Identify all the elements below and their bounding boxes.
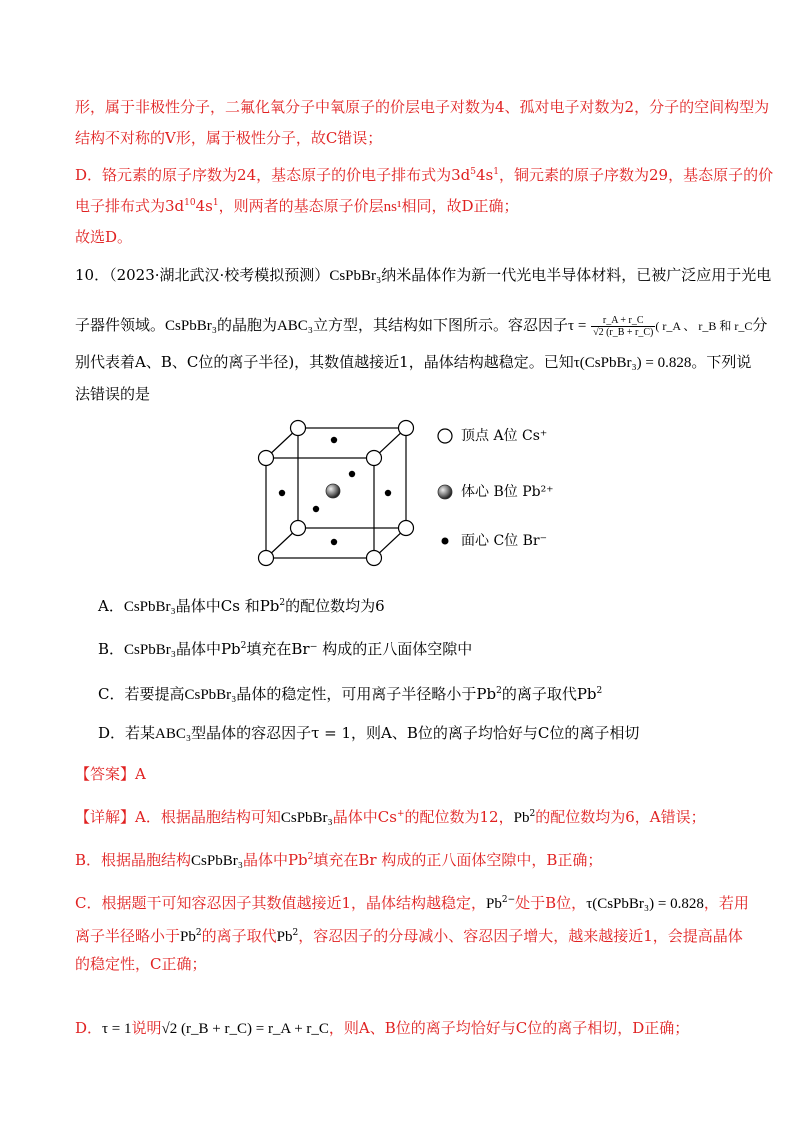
text: 晶体中Cs: [332, 808, 397, 826]
sup: 1: [212, 198, 219, 208]
text: 晶体中Pb: [175, 640, 241, 658]
tau-fraction: [591, 315, 655, 338]
br-face-atom: [331, 437, 337, 443]
text: 电子排布式为3d: [75, 197, 185, 215]
text: 的配位数均为6，A错误；: [535, 808, 706, 826]
text: 分: [752, 316, 768, 334]
text: 子器件领域。: [75, 316, 166, 334]
tau-numerator: r_A + r_C: [591, 315, 655, 327]
pb-body-center-atom: [326, 484, 340, 498]
sup: 2: [596, 686, 603, 696]
para-line-2: 结构不对称的V形，属于极性分子，故C错误；: [75, 129, 383, 147]
text: 10．（2023·湖北武汉·校考模拟预测）: [75, 266, 330, 284]
option-b: [98, 635, 472, 661]
answer-line: 【答案】A: [75, 765, 146, 783]
text: ，则A、B位的离子均恰好与C位的离子相切，D正确；: [328, 1019, 690, 1037]
text: A．根据晶胞结构可知: [135, 808, 281, 826]
filled-dot-icon: [437, 533, 453, 549]
text: 晶体中Cs 和Pb: [175, 597, 280, 615]
text: 处于B位，: [515, 894, 587, 912]
option-a: [98, 592, 385, 618]
option-label: D．若某: [98, 724, 156, 742]
tau-denominator: √2 (r_B + r_C): [593, 326, 654, 338]
legend-body-center: [437, 481, 554, 501]
sup: 1: [493, 167, 499, 177]
sup: +: [396, 809, 405, 819]
detail-label: 【详解】: [75, 808, 136, 826]
detail-line-a: [75, 803, 706, 829]
question-line-3: [75, 351, 751, 374]
option-label: A．: [98, 597, 124, 615]
text: 的离子取代Pb: [501, 685, 597, 703]
detail-line-c1: [75, 889, 749, 915]
text: 的晶胞为: [216, 316, 277, 334]
text: 的配位数均为6: [285, 597, 385, 615]
cs-vertex-atom: [399, 421, 414, 436]
sup: 2: [307, 852, 314, 862]
formula: Pb: [276, 929, 293, 945]
br-face-atom: [279, 490, 285, 496]
option-label: B．: [98, 640, 125, 658]
sup: 2: [279, 598, 286, 608]
cs-vertex-atom: [291, 521, 306, 536]
sup: 10: [184, 198, 196, 208]
text: ，若用: [703, 894, 749, 912]
text: 相同，故D正确；: [401, 197, 519, 215]
text: 说明: [131, 1019, 162, 1037]
sup: 2: [240, 641, 247, 651]
formula: τ(CsPbBr₃) = 0.828: [586, 896, 704, 912]
option-label: C．若要提高: [98, 685, 185, 703]
text: ，容忍因子的分母减小、容忍因子增大，越来越接近1，会提高晶体: [298, 927, 743, 945]
formula: CsPbBr₃: [184, 687, 237, 703]
formula: CsPbBr₃: [280, 810, 333, 826]
formula: ABC₃: [155, 726, 192, 742]
text: 离子半径略小于: [75, 927, 181, 945]
sup: 2: [496, 686, 502, 696]
text: 晶体中Pb: [242, 851, 308, 869]
br-face-atom: [331, 539, 337, 545]
formula: ABC₃: [276, 318, 314, 334]
br-face-atom: [313, 506, 319, 512]
cs-vertex-atom: [367, 551, 382, 566]
cs-vertex-atom: [259, 451, 274, 466]
option-d: [98, 722, 639, 745]
formula: ns¹: [383, 199, 402, 215]
legend-label: 顶点 A位 Cs⁺: [461, 428, 548, 444]
formula: CsPbBr₃: [124, 642, 176, 658]
sup: 2: [195, 928, 202, 938]
formula: τ(CsPbBr₃) = 0.828: [573, 355, 692, 371]
formula: Pb: [486, 896, 502, 912]
br-face-atom: [349, 471, 355, 477]
cs-vertex-atom: [259, 551, 274, 566]
text: 的配位数为12，: [404, 808, 514, 826]
cs-vertex-atom: [367, 451, 382, 466]
question-line-4: 法错误的是: [75, 385, 151, 403]
para-line-5: 故选D。: [75, 228, 133, 246]
shaded-sphere-icon: [437, 484, 453, 500]
sup: 5: [470, 167, 476, 177]
text: 的离子取代: [201, 927, 277, 945]
formula: CsPbBr₃: [191, 853, 243, 869]
text: 填充在Br⁻ 构成的正八面体空隙中: [246, 640, 473, 658]
cs-vertex-atom: [399, 521, 414, 536]
text: 立方型，其结构如下图所示。容忍因子: [313, 316, 569, 334]
formula: √2 (r_B + r_C) = r_A + r_C: [161, 1021, 329, 1037]
text: C．根据题干可知容忍因子其数值越接近1，晶体结构越稳定，: [75, 894, 487, 912]
text: 型晶体的容忍因子τ = 1，则A、B位的离子均恰好与C位的离子相切: [191, 724, 640, 742]
question-line-1: [75, 264, 771, 287]
legend-face-center: [437, 530, 547, 550]
crystal-cell-diagram: [240, 410, 430, 575]
para-line-4: 电子排布式为$3d^{10}4s^1$，则两者的基态原子价层ns¹相同，故D正确；: [75, 197, 519, 215]
text: D．: [75, 1019, 103, 1037]
br-face-atom: [385, 490, 391, 496]
text: ，则两者的基态原子价层: [218, 197, 384, 215]
sup: 2: [292, 928, 299, 938]
sup: 2: [529, 809, 536, 819]
legend-label: 面心 C位 Br⁻: [461, 533, 547, 549]
text: ，铜元素的原子序数为29，基态原子的价: [498, 166, 774, 184]
formula: τ = 1: [102, 1021, 132, 1037]
formula: CsPbBr₃: [123, 599, 176, 615]
option-c: [98, 680, 602, 706]
formula: Pb: [180, 929, 196, 945]
detail-line-b: [75, 846, 602, 872]
para-line-3: D．铬元素的原子序数为24，基态原子的价电子排布式为$3d^54s^1$，铜元素的原子序数为29，基态原子的价: [75, 166, 774, 184]
legend-vertex: [437, 425, 547, 445]
text: 晶体的稳定性，可用离子半径略小于Pb: [236, 685, 497, 703]
question-line-2: [75, 314, 767, 338]
text: 纳米晶体作为新一代光电半导体材料，已被广泛应用于光电: [381, 266, 772, 284]
legend-label: 体心 B位 Pb²⁺: [461, 484, 554, 500]
detail-line-c2: [75, 922, 743, 948]
text: 别代表着A、B、C位的离子半径)，其数值越接近1，晶体结构越稳定。已知: [75, 353, 574, 371]
formula: CsPbBr₃: [329, 268, 382, 284]
formula: τ =: [568, 318, 587, 334]
sup: 2−: [501, 895, 516, 905]
formula: CsPbBr₃: [165, 318, 217, 334]
text: 填充在Br 构成的正八面体空隙中，B正确；: [313, 851, 603, 869]
text: B．根据晶胞结构: [75, 851, 192, 869]
detail-line-d: [75, 1017, 689, 1040]
para-line-1: 形，属于非极性分子，二氟化氧分子中氧原子的价层电子对数为4、孤对电子对数为2，分子的空间构型为: [75, 98, 770, 116]
cs-vertex-atom: [291, 421, 306, 436]
text: 。下列说: [691, 353, 752, 371]
formula: ( r_A 、 r_B 和 r_C: [655, 319, 753, 333]
formula: Pb: [513, 810, 530, 826]
open-circle-icon: [437, 428, 453, 444]
detail-line-c3: 的稳定性，C正确；: [75, 955, 207, 973]
text: D．铬元素的原子序数为24，基态原子的价电子排布式为3d: [75, 166, 471, 184]
